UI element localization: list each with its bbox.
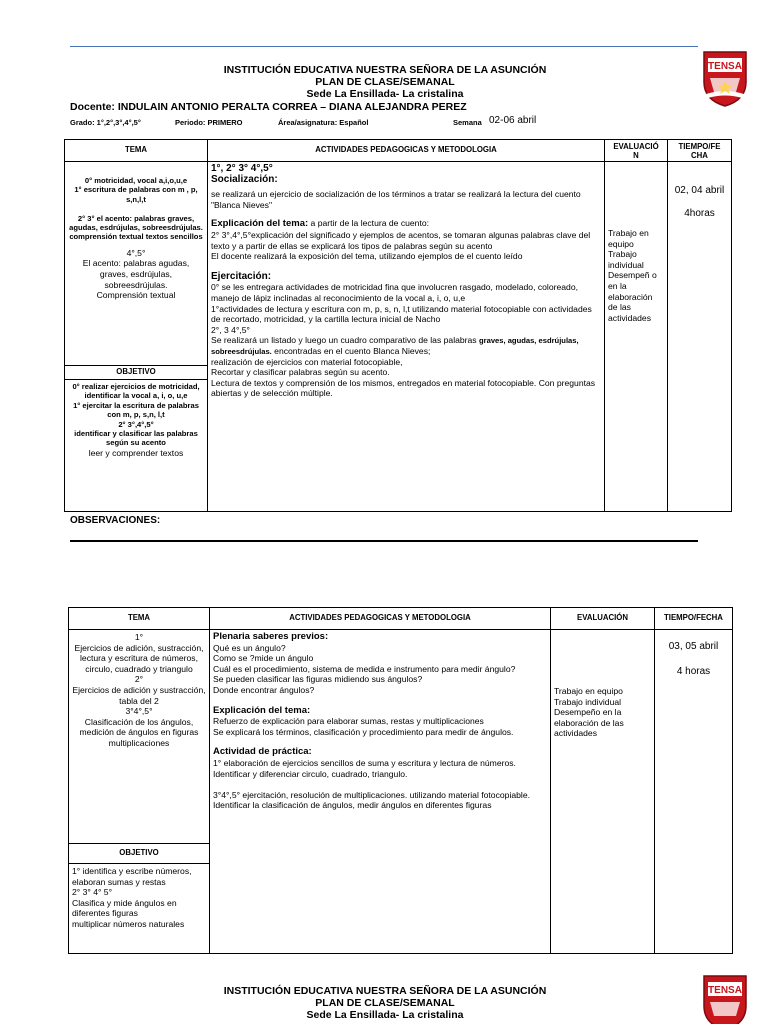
- t2-objetivo-cell: [69, 864, 210, 954]
- institution-title: INSTITUCIÓN EDUCATIVA NUESTRA SEÑORA DE LA ASUNCIÓN: [223, 64, 547, 76]
- header-evaluacion: EVALUACIÓ N: [605, 140, 668, 162]
- t2-tema-cell: [69, 630, 210, 844]
- socializacion-title: Socialización:: [211, 173, 278, 185]
- semana-value: 02-06 abril: [489, 115, 537, 126]
- footer-sede: Sede La Ensillada- La cristalina: [306, 1009, 464, 1021]
- observaciones-line: [70, 540, 698, 542]
- observaciones-label: OBSERVACIONES:: [70, 515, 161, 526]
- listado-text-a: Se realizará un listado y luego un cuadro comparativo de las palabras: [211, 335, 479, 346]
- t2-tiempo-cell: [655, 630, 733, 954]
- actividades-cell: [208, 162, 605, 512]
- evaluacion-text: Trabajo en equipo Trabajo individual Desempeñ o en la elaboración de las actividades: [608, 228, 657, 323]
- grado-label: Grado: 1°,2°,3°,4°,5°: [70, 118, 141, 127]
- svg-text:TENSA: TENSA: [708, 61, 742, 72]
- ejercitacion-text: 0° se les entregara actividades de motricidad fina que involucren rasgado, modelado, coloreado, manejo de lápiz inclinadas al reconocimiento de la vocal a, i, o, u,e 1°actividades de lectura y escritura con m, p, s, n, l,t utilizando material fotocopiable con actividades de recortado, motricidad, y la cartilla lectura inicial de Nacho 2°, 3 4°,5°: [211, 282, 592, 335]
- practica-title: Actividad de práctica:: [213, 746, 312, 758]
- tema-cell: [65, 162, 208, 366]
- objetivo-label: OBJETIVO: [65, 366, 208, 380]
- header-actividades: ACTIVIDADES PEDAGOGICAS Y METODOLOGIA: [208, 140, 605, 162]
- explicacion-intro: a partir de la lectura de cuento:: [308, 218, 430, 229]
- header-tema: TEMA: [65, 140, 208, 162]
- plenaria-title: Plenaria saberes previos:: [213, 631, 329, 642]
- t2-header-actividades: ACTIVIDADES PEDAGOGICAS Y METODOLOGIA: [210, 608, 551, 630]
- objetivo-text-2: leer y comprender textos: [88, 447, 184, 458]
- svg-text:TENSA: TENSA: [708, 985, 742, 996]
- area-label: Área/asignatura: Español: [278, 118, 369, 127]
- tiempo-cell: [668, 162, 732, 512]
- evaluacion-cell: [605, 162, 668, 512]
- plenaria-text: Qué es un ángulo? Como se ?mide un ángulo Cuál es el procedimiento, sistema de medida e instrumento para medir ángulo? Se pueden clasificar las figuras midiendo sus ángulos? Donde encontrar ángulos?: [213, 642, 516, 695]
- tema-text-2: 4°,5° El acento: palabras agudas, graves, esdrújulas, sobreesdrújulas. Comprensión textual: [82, 247, 190, 301]
- footer-plan: PLAN DE CLASE/SEMANAL: [315, 997, 455, 1009]
- objetivo-cell: [65, 380, 208, 512]
- fecha-text: 02, 04 abril: [674, 185, 725, 196]
- horas-text: 4horas: [684, 207, 715, 219]
- t2-objetivo-label: OBJETIVO: [69, 844, 210, 864]
- t2-tema-text: 1° Ejercicios de adición, sustracción, lectura y escritura de números, circulo, cuadrado y triangulo 2° Ejercicios de adición y sustracción, tabla del 2 3°4°,5° Clasificación de los ángulos, medición de ángulos en figuras multiplicaciones: [72, 632, 206, 748]
- school-crest-logo-2: [700, 972, 750, 1032]
- t2-header-tema: TEMA: [69, 608, 210, 630]
- t2-evaluacion-cell: [551, 630, 655, 954]
- objetivo-text: 0° realizar ejercicios de motricidad, identificar la vocal a, i, o, u,e 1° ejercitar la escritura de palabras con m, p, s,n, l,t 2° 3°,4°,5° identificar y clasificar las palabras según su acento: [72, 382, 200, 448]
- docente-line: Docente: INDULAIN ANTONIO PERALTA CORREA – DIANA ALEJANDRA PEREZ: [70, 101, 467, 113]
- practica-text: 1° elaboración de ejercicios sencillos de suma y escritura y lectura de números. Identificar y diferenciar circulo, cuadrado, triangulo. 3°4°,5° ejercitación, resolución de multiplicaciones. utilizando material fotocopiable. Identificar la clasificación de ángulos, medir ángulos en diferentes figuras: [213, 757, 530, 811]
- socializacion-text: se realizará un ejercicio de socialización de los términos a tratar se realizará la lectura del cuento "Blanca Nieves": [211, 189, 581, 210]
- plan-table-2: [68, 607, 733, 954]
- top-rule: [70, 46, 698, 47]
- tema-text: 0° motricidad, vocal a,i,o,u,e 1° escritura de palabras con m , p, s,n,l,t 2° 3° el acento: palabras graves, agudas, esdrújulas, sobreesdrújulas. comprensión textual textos sencillos: [69, 176, 203, 242]
- explicacion-text: 2° 3°,4°,5°explicación del significado y ejemplos de acentos, se tomaran algunas palabras clave del texto y a partir de ellas se explicará los tipos de palabras según su acento El docente realizará la exposición del tema, utilizando ejemplos de el cuento leído: [211, 229, 591, 262]
- school-crest-logo: [700, 48, 750, 108]
- listado-text-b: graves, agudas, esdrújulas, sobreesdrújulas.: [211, 336, 579, 356]
- listado-rest: realización de ejercicios con material fotocopiable, Recortar y clasificar palabras según su acento. Lectura de textos y comprensión de los mismos, entregados en material fotocopiable. Con preguntas abiertas y de selección múltiple.: [211, 356, 596, 399]
- t2-explicacion-text: Refuerzo de explicación para elaborar sumas, restas y multiplicaciones Se explicará los términos, clasificación y procedimiento para medir de ángulos.: [213, 716, 514, 737]
- t2-objetivo-text: 1° identifica y escribe números, elaboran sumas y restas 2° 3° 4° 5° Clasifica y mide ángulos en diferentes figuras multiplicar números naturales: [72, 866, 192, 929]
- explicacion-title: Explicación del tema:: [211, 218, 309, 230]
- t2-header-tiempo: TIEMPO/FECHA: [655, 608, 733, 630]
- header-tiempo: TIEMPO/FE CHA: [668, 140, 732, 162]
- t2-horas-text: 4 horas: [676, 665, 711, 677]
- t2-explicacion-title: Explicación del tema:: [213, 704, 311, 716]
- t2-evaluacion-text: Trabajo en equipo Trabajo individual Desempeño en la elaboración de las actividades: [554, 686, 624, 739]
- ejercitacion-title: Ejercitación:: [211, 270, 272, 282]
- t2-fecha-text: 03, 05 abril: [668, 641, 719, 652]
- footer-institution: INSTITUCIÓN EDUCATIVA NUESTRA SEÑORA DE LA ASUNCIÓN: [223, 985, 547, 997]
- t2-header-evaluacion: EVALUACIÓN: [551, 608, 655, 630]
- sede-title: Sede La Ensillada- La cristalina: [306, 88, 464, 100]
- periodo-label: Periodo: PRIMERO: [175, 118, 243, 127]
- grades-heading: 1°, 2° 3° 4°,5°: [211, 163, 273, 174]
- semana-label: Semana: [453, 118, 482, 127]
- plan-title: PLAN DE CLASE/SEMANAL: [315, 76, 455, 88]
- plan-table-1: [64, 139, 732, 512]
- listado-text-c: encontradas en el cuento Blanca Nieves;: [271, 345, 431, 356]
- t2-actividades-cell: [210, 630, 551, 954]
